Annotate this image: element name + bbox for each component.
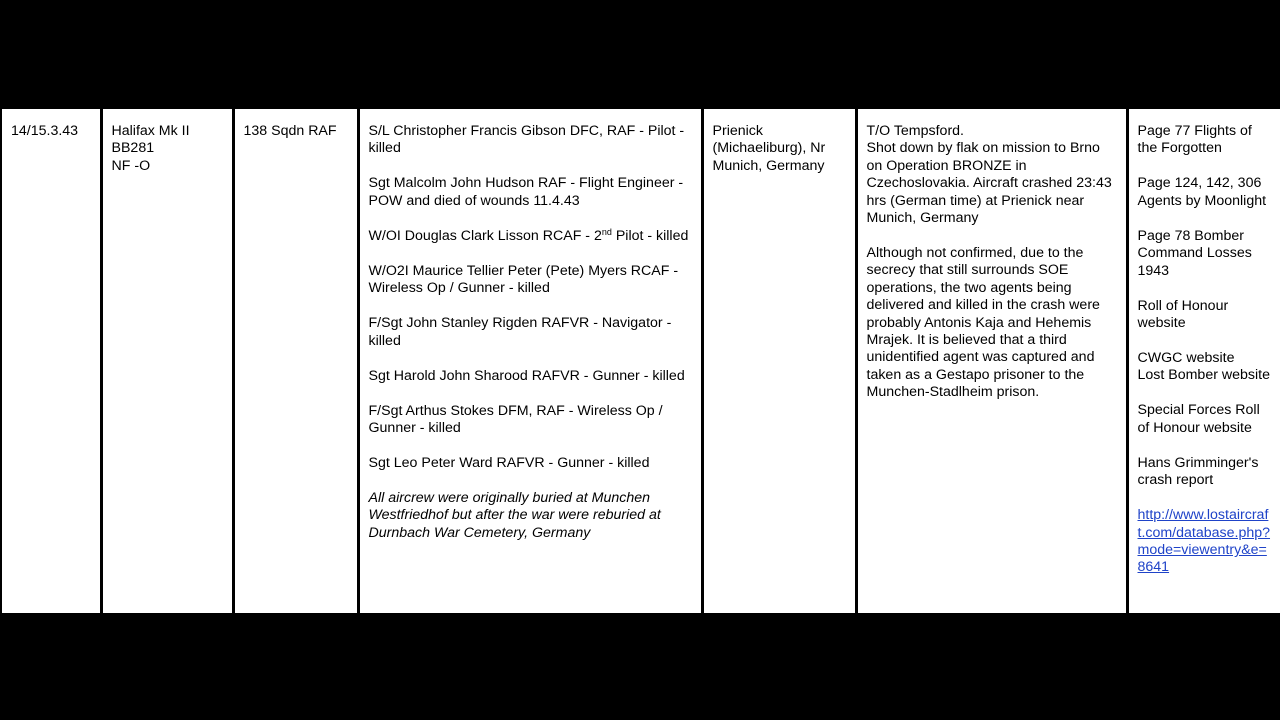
- source-item: Page 78 Bomber Command Losses 1943: [1137, 227, 1252, 279]
- details-paragraph: Although not confirmed, due to the secrecy that still surrounds SOE operations, the two agents being delivered and killed in the crash were probably Antonis Kaja and Hehemis Mrajek. It is believed that a third unidentified agent was captured and taken as a Gestapo prisoner to the Munchen-Stadlheim prison.: [866, 245, 1100, 401]
- source-item: Page 77 Flights of the Forgotten: [1137, 123, 1252, 157]
- loss-record-table: [0, 109, 1280, 613]
- crew-member: F/Sgt John Stanley Rigden RAFVR - Navigator - killed: [368, 315, 672, 349]
- date-cell: [1, 109, 101, 613]
- details-paragraph: T/O Tempsford. Shot down by flak on mission to Brno on Operation BRONZE in Czechoslovakia. Aircraft crashed 23:43 hrs (German time) at Prienick near Munich, Germany: [866, 123, 1112, 227]
- source-item: Page 124, 142, 306 Agents by Moonlight: [1137, 175, 1267, 209]
- burial-note: All aircrew were originally buried at Munchen Westfriedhof but after the war were reburied at Durnbach War Cemetery, Germany: [368, 490, 661, 541]
- source-item: CWGC website Lost Bomber website: [1137, 350, 1270, 384]
- crew-cell: [358, 109, 702, 613]
- source-item: Hans Grimminger's crash report: [1137, 454, 1259, 489]
- document-page: [0, 105, 1280, 613]
- crew-member: Sgt Harold John Sharood RAFVR - Gunner - killed: [368, 367, 685, 384]
- squadron-cell: [233, 109, 358, 613]
- source-item: Special Forces Roll of Honour website: [1137, 402, 1260, 436]
- aircraft-serial: BB281: [111, 140, 155, 157]
- source-link-wrapper: [1138, 507, 1273, 577]
- aircraft-type: Halifax Mk II: [111, 123, 190, 139]
- aircraft-cell: [101, 109, 233, 613]
- location-cell: [702, 109, 856, 613]
- crew-member-role: Pilot - killed: [611, 227, 689, 244]
- crew-member: Sgt Malcolm John Hudson RAF - Flight Engineer - POW and died of wounds 11.4.43: [368, 175, 684, 209]
- crew-member: F/Sgt Arthus Stokes DFM, RAF - Wireless Op / Gunner - killed: [368, 402, 663, 437]
- aircraft-code: NF -O: [111, 157, 151, 174]
- ordinal-suffix: nd: [601, 226, 612, 237]
- source-item: Roll of Honour website: [1137, 297, 1229, 332]
- details-cell: [856, 109, 1127, 613]
- table-row: [1, 109, 1280, 613]
- lostaircraft-link[interactable]: http://www.lostaircraft.com/database.php?mode=viewentry&e=8641: [1137, 507, 1271, 576]
- date-text: 14/15.3.43: [11, 123, 79, 139]
- crew-member: W/O2I Maurice Tellier Peter (Pete) Myers RCAF - Wireless Op / Gunner - killed: [368, 262, 679, 297]
- crew-member: S/L Christopher Francis Gibson DFC, RAF - Pilot - killed: [368, 123, 685, 157]
- location-text: Prienick (Michaeliburg), Nr Munich, Germany: [712, 123, 826, 174]
- crew-member-name: W/OI Douglas Clark Lisson RCAF - 2: [368, 227, 602, 244]
- sources-cell: [1127, 109, 1280, 613]
- crew-member: Sgt Leo Peter Ward RAFVR - Gunner - killed: [368, 455, 650, 472]
- crew-member: [369, 228, 693, 245]
- squadron-text: 138 Sqdn RAF: [243, 123, 337, 139]
